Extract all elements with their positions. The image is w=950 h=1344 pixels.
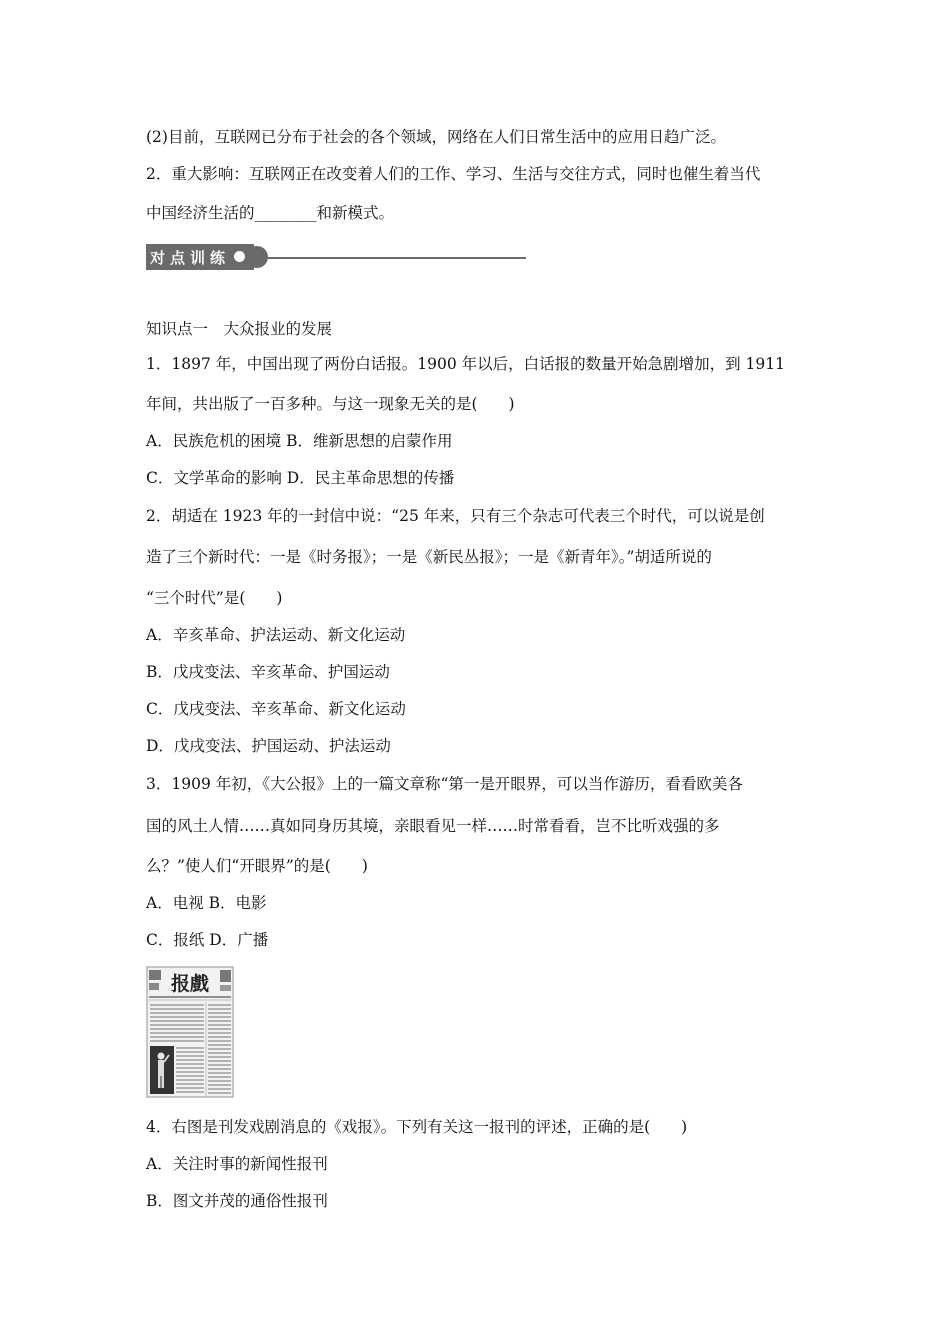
option-line: A．辛亥革命、护法运动、新文化运动 — [146, 626, 406, 644]
section-title: 对点训练 — [150, 249, 231, 267]
option-line: C．报纸 D．广播 — [146, 931, 269, 949]
option-line: B．戊戌变法、辛亥革命、护国运动 — [146, 663, 390, 681]
option-line: A．电视 B．电影 — [146, 894, 267, 912]
question-text: 年间，共出版了一百多种。与这一现象无关的是( ) — [146, 395, 515, 413]
question-text: 造了三个新时代：一是《时务报》；一是《新民丛报》；一是《新青年》。”胡适所说的 — [146, 548, 712, 566]
option-line: C．文学革命的影响 D．民主革命思想的传播 — [146, 469, 455, 487]
option-line: C．戊戌变法、辛亥革命、新文化运动 — [146, 700, 406, 718]
question-text: “三个时代”是( ) — [146, 589, 283, 607]
text-line: 中国经济生活的________和新模式。 — [146, 204, 395, 222]
question-text: 3．1909 年初，《大公报》上的一篇文章称“第一是开眼界，可以当作游历，看看欧美各 — [146, 775, 743, 793]
question-text: 1．1897 年，中国出现了两份白话报。1900 年以后，白话报的数量开始急剧增加，到 1911 — [146, 355, 785, 373]
question-text: 2．胡适在 1923 年的一封信中说：“25 年来，只有三个杂志可代表三个时代，可以说是创 — [146, 507, 765, 525]
text-line: (2)目前，互联网已分布于社会的各个领域，网络在人们日常生活中的应用日趋广泛。 — [146, 128, 726, 146]
text-line: 2．重大影响：互联网正在改变着人们的工作、学习、生活与交往方式，同时也催生着当代 — [146, 165, 761, 183]
newspaper-image — [146, 966, 234, 1098]
option-line: A．关注时事的新闻性报刊 — [146, 1155, 328, 1173]
masthead-text: 报戲 — [170, 973, 210, 995]
question-text: 国的风土人情……真如同身历其境，亲眼看见一样……时常看看，岂不比听戏强的多 — [146, 817, 720, 835]
option-line: A．民族危机的困境 B．维新思想的启蒙作用 — [146, 432, 453, 450]
option-line: D．戊戌变法、护国运动、护法运动 — [146, 737, 391, 755]
option-line: B．图文并茂的通俗性报刊 — [146, 1192, 328, 1210]
section-header — [146, 244, 526, 270]
question-text: 么？”使人们“开眼界”的是( ) — [146, 857, 368, 875]
question-text: 4．右图是刊发戏剧消息的《戏报》。下列有关这一报刊的评述，正确的是( ) — [146, 1118, 688, 1136]
section-header-rule — [262, 257, 526, 259]
bullet-icon — [234, 251, 245, 262]
topic-heading: 知识点一 大众报业的发展 — [146, 320, 333, 338]
